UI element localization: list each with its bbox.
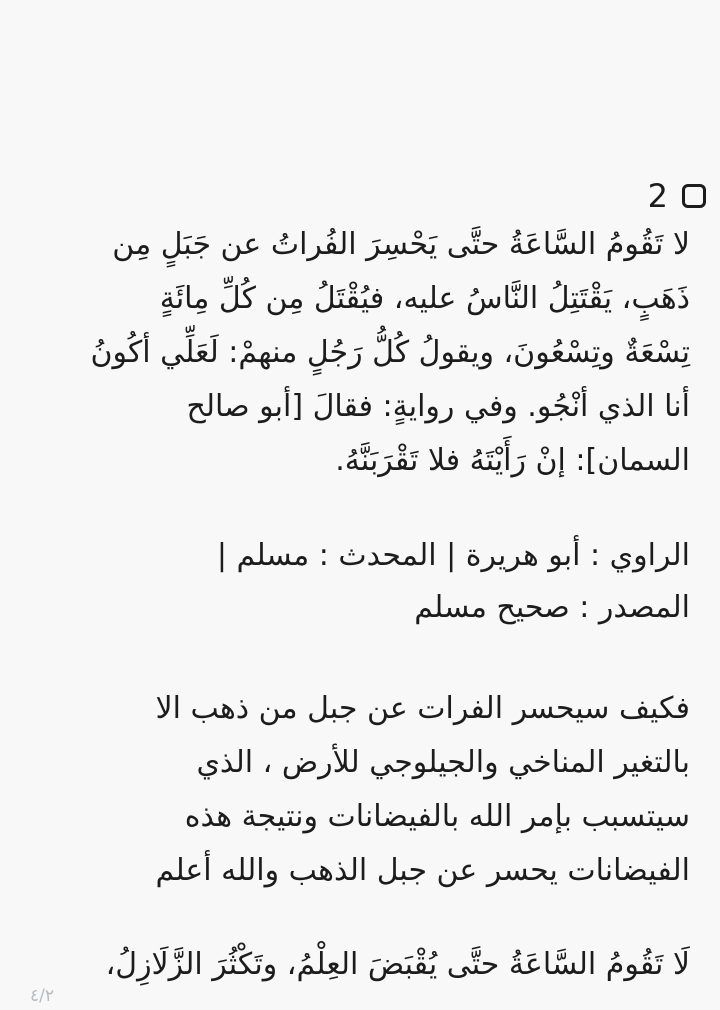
square-icon [682,184,706,208]
hadith-line: أنا الذي أنْجُو. وفي روايةٍ: فقالَ [أبو صالح [186,389,690,424]
page-indicator: ٤/٢ [30,986,54,1006]
hadith-line: ذَهَبٍ، يَقْتَتِلُ النَّاسُ عليه، فيُقْتَلُ مِن كُلِّ مِائَةٍ [159,281,690,316]
commentary-line: فكيف سيحسر الفرات عن جبل من ذهب الا [155,691,690,726]
narrator-info [30,530,690,634]
commentary-line: الفيضانات يحسر عن جبل الذهب والله أعلم [155,853,690,888]
hadith-line: لا تَقُومُ السَّاعَةُ حتَّى يَحْسِرَ الفُراتُ عن جَبَلٍ مِن [112,227,690,262]
commentary-text [30,682,690,898]
commentary-line: سيتسبب بإمر الله بالفيضانات ونتيجة هذه [184,799,690,834]
hadith-number-row [648,176,706,216]
hadith-line: تِسْعَةٌ وتِسْعُونَ، ويقولُ كُلُّ رَجُلٍ منهمْ: لَعَلِّي أكُونُ [90,335,690,370]
source-line: المصدر : صحيح مسلم [414,590,690,625]
hadith-line: السمان]: إنْ رَأَيْتَهُ فلا تَقْرَبَنَّهُ. [335,443,690,478]
second-hadith-text [30,938,690,992]
commentary-line: بالتغير المناخي والجيلوجي للأرض ، الذي [196,745,690,780]
hadith-number: 2 [647,177,668,215]
hadith-text [30,218,690,488]
narrator-line: الراوي : أبو هريرة | المحدث : مسلم | [216,538,690,573]
hadith-line: لَا تَقُومُ السَّاعَةُ حتَّى يُقْبَضَ العِلْمُ، وتَكْثُرَ الزَّلَازِلُ، [105,947,690,982]
